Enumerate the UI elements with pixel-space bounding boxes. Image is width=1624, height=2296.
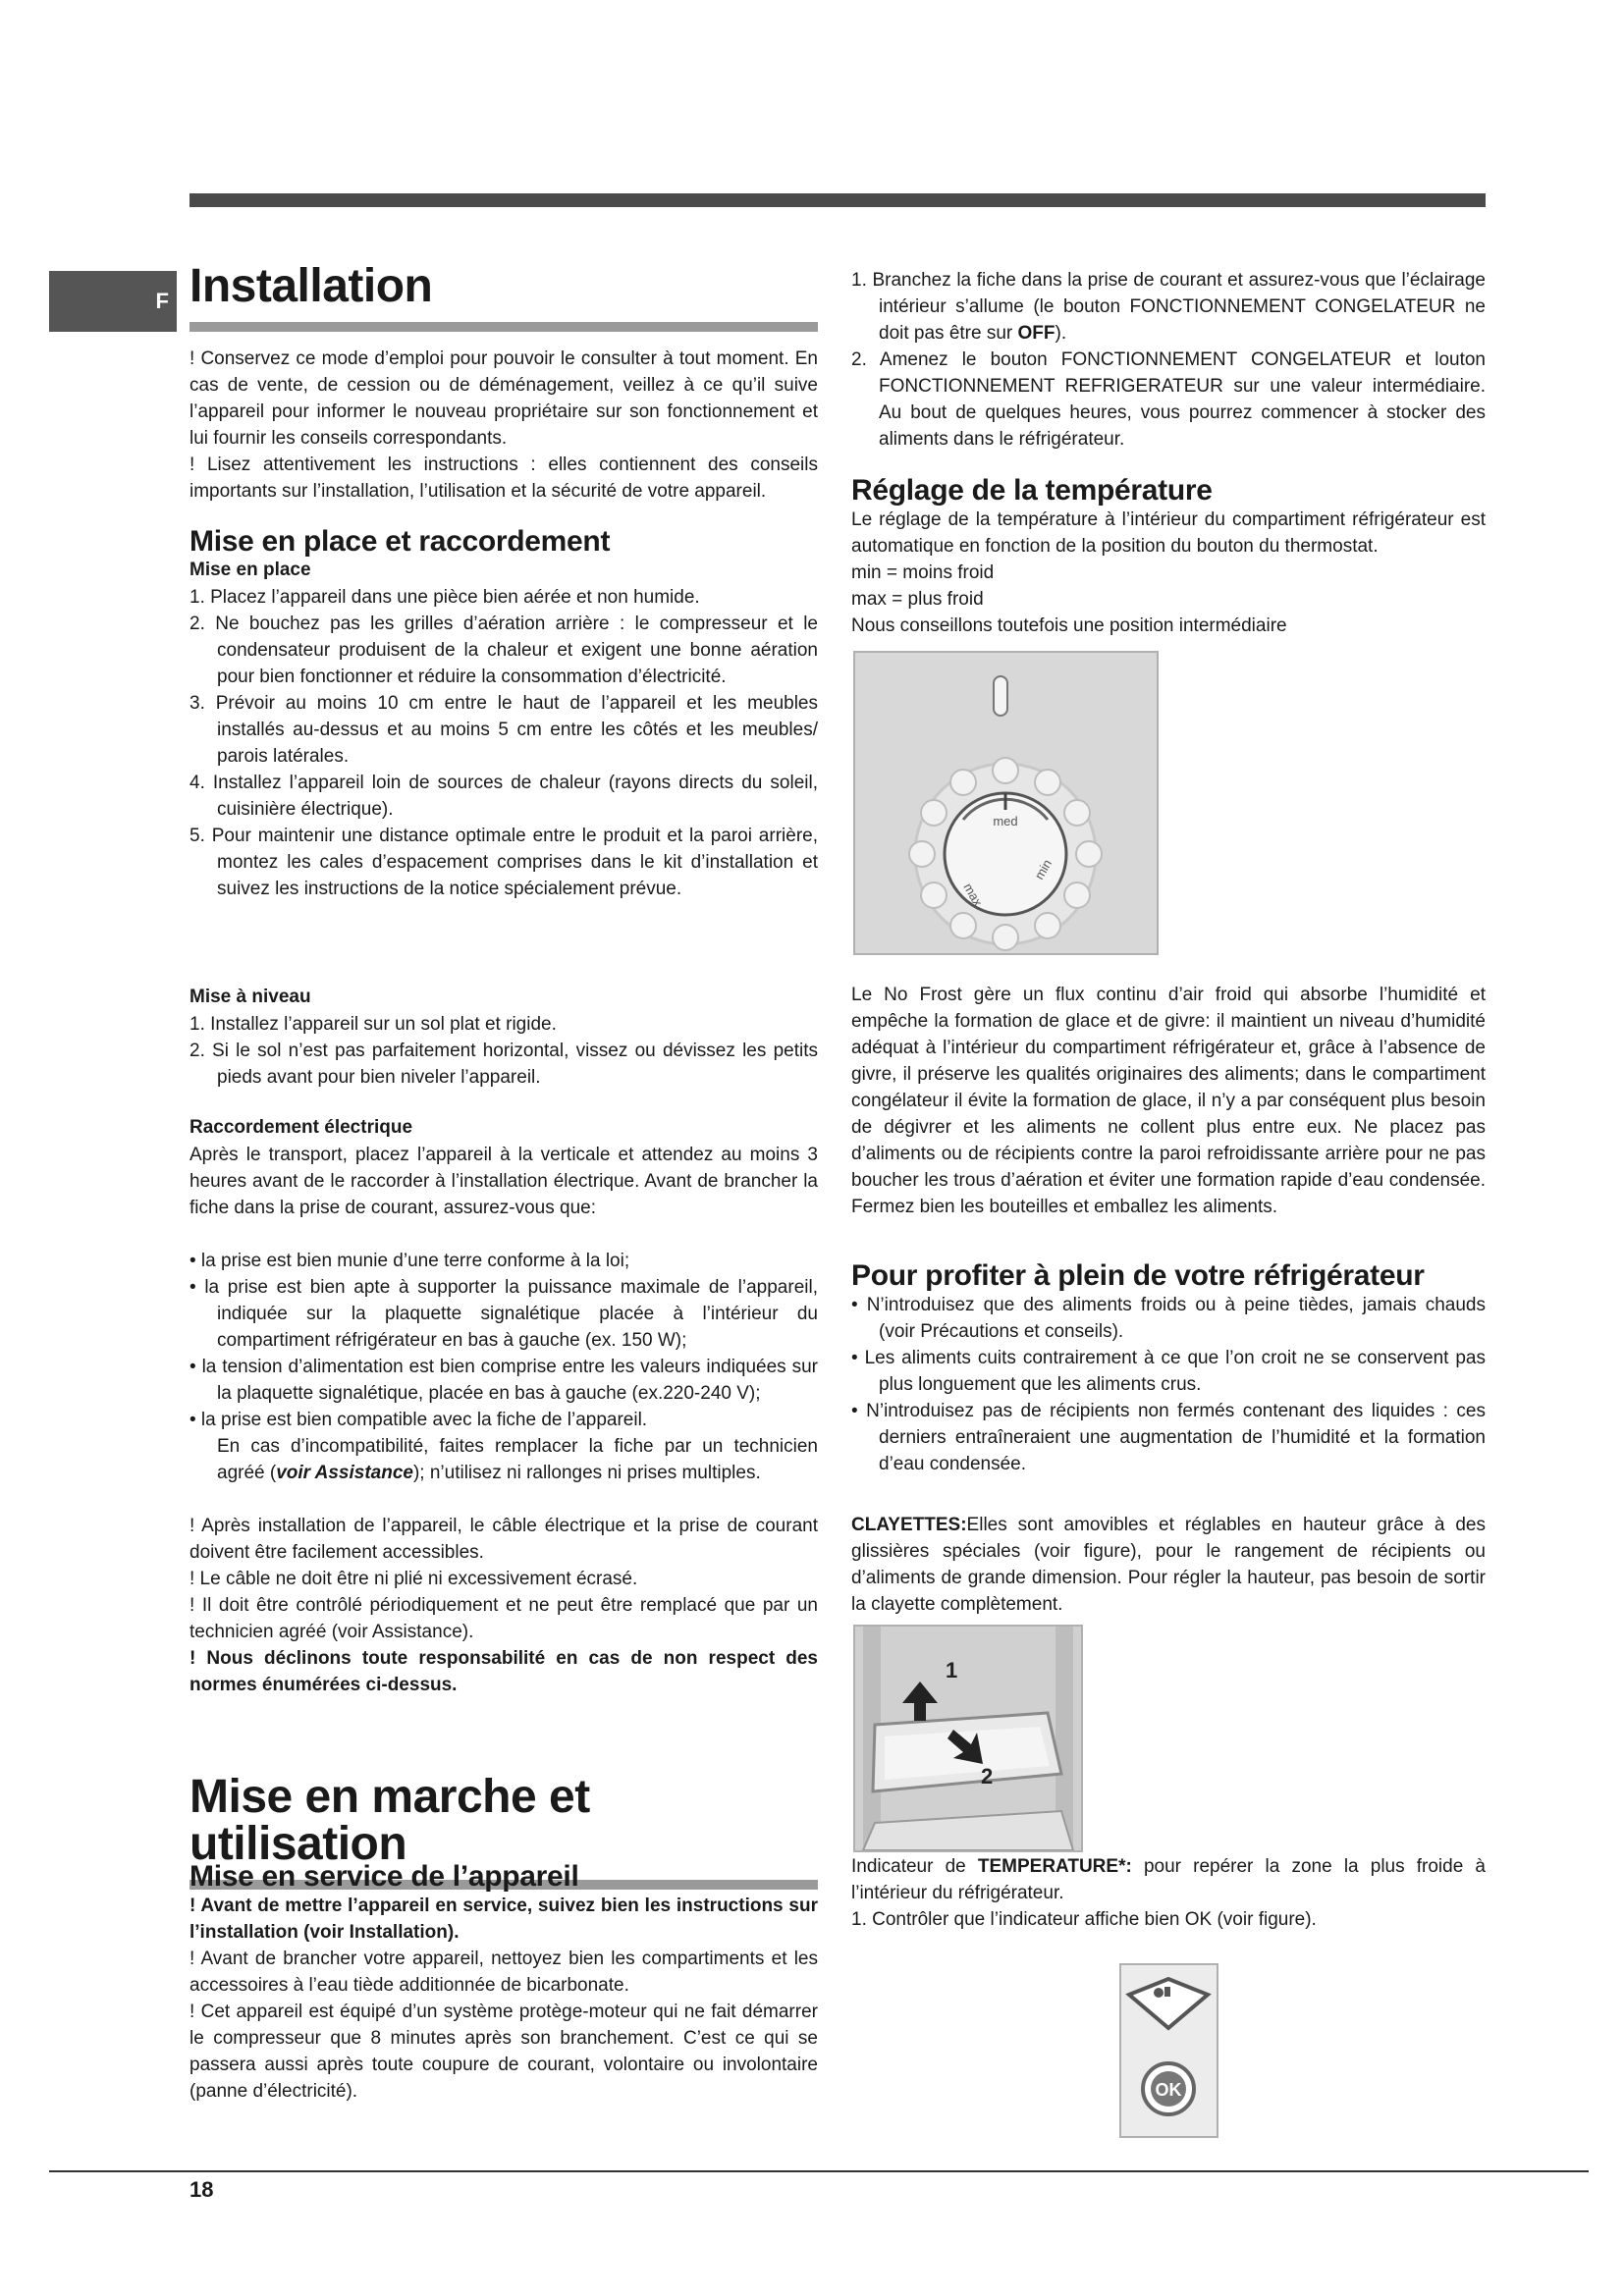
mise-a-niveau-section: [189, 985, 818, 1091]
placement-title: Mise en place et raccordement: [189, 525, 611, 558]
warning-paragraph: ! Il doit être contrôlé périodiquement et ne peut être remplacé que par un technicien agréé (voir Assistance).: [189, 1594, 818, 1642]
indicator-post: pour repérer la zone la plus froide à l’intérieur du réfrigérateur.: [851, 1856, 1486, 1903]
list-item: 2. Ne bouchez pas les grilles d’aération arrière : le compresseur et le condensateur produisent de la chaleur et exigent une bonne aération pour bien fonctionner et réduire la consommation d’électricité.: [189, 613, 818, 687]
steps-list: [851, 267, 1486, 453]
temp-line: Le réglage de la température à l’intérieur du compartiment réfrigérateur est automatique en fonction de la position du bouton du thermostat.: [851, 509, 1486, 557]
service-section: [189, 1860, 818, 2105]
clayettes-section: [851, 1512, 1486, 1618]
profit-bullets: [851, 1292, 1486, 1477]
list-item: • la prise est bien munie d’une terre conforme à la loi;: [189, 1250, 630, 1271]
list-item: 2. Si le sol n’est pas parfaitement horizontal, vissez ou dévissez les petits pieds avant pour bien niveler l’appareil.: [189, 1040, 818, 1088]
title-underline: [189, 322, 818, 332]
step1-text: 1. Branchez la fiche dans la prise de courant et assurez-vous que l’éclairage intérieur s’allume (le bouton FONCTIONNEMENT CONGELATEUR ne doit pas être sur: [851, 270, 1486, 344]
list-item: • la prise est bien compatible avec la fiche de l’appareil.: [189, 1409, 648, 1430]
intro-paragraph: ! Lisez attentivement les instructions : elles contiennent des conseils importants sur l’installation, l’utilisation et la sécurité de votre appareil.: [189, 454, 818, 502]
disclaimer: ! Nous déclinons toute responsabilité en cas de non respect des normes énumérées ci-dessus.: [189, 1647, 818, 1695]
list-item: [851, 267, 1486, 347]
service-paragraph: ! Avant de brancher votre appareil, nettoyez bien les compartiments et les accessoires à l’eau tiède additionnée de bicarbonate.: [189, 1949, 818, 1996]
step1-end: ).: [1055, 323, 1067, 344]
indicator-bold: TEMPERATURE*:: [977, 1856, 1132, 1877]
off-label: OFF: [1017, 323, 1056, 344]
mise-en-place-list: [189, 584, 818, 902]
voir-assistance-link[interactable]: voir Assistance: [276, 1462, 413, 1483]
list-item: • N’introduisez que des aliments froids ou à peine tièdes, jamais chauds (voir Précautions et conseils).: [851, 1295, 1486, 1342]
bottom-rule: [49, 2170, 1589, 2172]
raccordement-title: Raccordement électrique: [189, 1117, 413, 1138]
profit-section: [851, 1259, 1486, 1477]
indicator-paragraph: [851, 1853, 1486, 1906]
installation-title: Installation: [189, 260, 433, 312]
raccordement-bullets: [189, 1248, 818, 1433]
clayettes-label: CLAYETTES:: [851, 1515, 967, 1535]
shelf-step-1-label: 1: [946, 1658, 958, 1682]
raccordement-section: [189, 1115, 818, 1698]
list-item: 2. Amenez le bouton FONCTIONNEMENT CONGELATEUR et louton FONCTIONNEMENT REFRIGERATEUR sur une valeur intermédiaire. Au bout de quelques heures, vous pourrez commencer à stocker des aliments dans le réfrigérateur.: [851, 349, 1486, 450]
placement-section: [189, 525, 818, 902]
mise-en-marche-title: Mise en marche et utilisation: [189, 1771, 590, 1870]
indicator-pre: Indicateur de: [851, 1856, 978, 1877]
dial-max-label: max: [960, 881, 986, 909]
temp-line: max = plus froid: [851, 589, 984, 610]
list-item: 3. Prévoir au moins 10 cm entre le haut de l’appareil et les meubles installés au-dessus et au moins 5 cm entre les côtés et les meubles/ parois latérales.: [189, 692, 818, 767]
list-item: • la tension d’alimentation est bien comprise entre les valeurs indiquées sur la plaquette signalétique, placée en bas à gauche (ex.220-240 V);: [189, 1356, 818, 1404]
temp-line: Nous conseillons toutefois une position intermédiaire: [851, 615, 1287, 636]
dial-med-label: med: [993, 814, 1018, 828]
indicator-step: 1. Contrôler que l’indicateur affiche bien OK (voir figure).: [851, 1909, 1317, 1930]
thermostat-dial-figure: [853, 651, 1159, 955]
service-paragraph: ! Cet appareil est équipé d’un système protège-moteur qui ne fait démarrer le compresseur que 8 minutes après son branchement. C’est ce qui se passera aussi après toute coupure de courant, volontaire ou involontaire (panne d’électricité).: [189, 2002, 818, 2102]
list-item: 5. Pour maintenir une distance optimale entre le produit et la paroi arrière, montez les cales d’espacement comprises dans le kit d’installation et suivez les instructions de la notice spécialement prévue.: [189, 825, 818, 899]
warning-paragraph: ! Après installation de l’appareil, le câble électrique et la prise de courant doivent être facilement accessibles.: [189, 1515, 818, 1563]
temperature-indicator-figure: [1119, 1963, 1218, 2138]
shelf-figure: [853, 1625, 1083, 1852]
incompatibility-note: [189, 1433, 818, 1486]
list-item: • Les aliments cuits contrairement à ce que l’on croit ne se conservent pas plus longuement que les aliments crus.: [851, 1348, 1486, 1395]
temperature-section: [851, 474, 1486, 639]
list-item: 4. Installez l’appareil loin de sources de chaleur (rayons directs du soleil, cuisinière électrique).: [189, 772, 818, 820]
clayettes-paragraph: [851, 1512, 1486, 1618]
nofrost-section: [851, 982, 1486, 1220]
indicator-section: [851, 1853, 1486, 1933]
list-item: 1. Placez l’appareil dans une pièce bien aérée et non humide.: [189, 586, 700, 608]
temp-line: min = moins froid: [851, 562, 995, 583]
language-tab: F: [49, 271, 177, 332]
nofrost-paragraph: Le No Frost gère un flux continu d’air froid qui absorbe l’humidité et empêche la formation de glace et de givre: il maintient un niveau d’humidité adéquat à l’intérieur du compartiment réfrigérateur et, grâce à l’absence de givre, il préserve les qualités originaires des aliments; dans le compartiment congélateur il évite la formation de glace, il n’y a par conséquent plus besoin de dégivrer et les aliments ne collent plus entre eux. Ne placez pas d’aliments ou de récipients contre la paroi refroidissante arrière pour ne pas boucher les trous d’aération et éviter une formation rapide d’eau condensée. Fermez bien les bouteilles et emballez les aliments.: [851, 985, 1486, 1217]
service-title: Mise en service de l’appareil: [189, 1860, 579, 1893]
list-item: 1. Installez l’appareil sur un sol plat et rigide.: [189, 1013, 557, 1035]
warnings: [189, 1513, 818, 1698]
profit-title: Pour profiter à plein de votre réfrigérateur: [851, 1259, 1425, 1292]
installation-intro: [189, 346, 818, 505]
shelf-illustration: [855, 1627, 1081, 1850]
mise-a-niveau-list: [189, 1011, 818, 1091]
installation-section: [189, 260, 818, 332]
intro-paragraph: ! Conservez ce mode d’emploi pour pouvoir le consulter à tout moment. En cas de vente, de cession ou de déménagement, veillez à ce qu’il suive l’appareil pour informer le nouveau propriétaire sur son fonctionnement et lui fournir les conseils correspondants.: [189, 348, 818, 449]
dial-min-label: min: [1031, 856, 1056, 882]
page-number: 18: [189, 2177, 214, 2202]
top-rule: [189, 193, 1486, 207]
shelf-step-2-label: 2: [981, 1764, 994, 1789]
service-bold-note: ! Avant de mettre l’appareil en service, suivez bien les instructions sur l’installation (voir Installation).: [189, 1896, 818, 1943]
temperature-title: Réglage de la température: [851, 474, 1213, 507]
startup-steps: [851, 267, 1486, 453]
list-item: • la prise est bien apte à supporter la puissance maximale de l’appareil, indiquée sur la plaquette signalétique placée à l’intérieur du compartiment réfrigérateur en bas à gauche (ex. 150 W);: [189, 1276, 818, 1351]
mise-en-place-title: Mise en place: [189, 560, 311, 580]
thermostat-dial-illustration: [855, 653, 1157, 953]
raccordement-intro: Après le transport, placez l’appareil à la verticale et attendez au moins 3 heures avant de le raccorder à l’installation électrique. Avant de brancher la fiche dans la prise de courant, assurez-vous que:: [189, 1144, 818, 1218]
list-item: • N’introduisez pas de récipients non fermés contenant des liquides : ces derniers entraîneraient une augmentation de l’humidité et la formation d’eau condensée.: [851, 1401, 1486, 1474]
incompat-post: ); n’utilisez ni rallonges ni prises multiples.: [412, 1462, 761, 1483]
incompat-pre: En cas d’incompatibilité, faites remplacer la fiche par un technicien agréé (: [217, 1435, 818, 1483]
indicator-illustration: [1121, 1965, 1217, 2136]
mise-a-niveau-title: Mise à niveau: [189, 987, 311, 1007]
warning-paragraph: ! Le câble ne doit être ni plié ni excessivement écrasé.: [189, 1568, 638, 1589]
ok-label: OK: [1155, 2080, 1182, 2100]
clayettes-text: Elles sont amovibles et réglables en hauteur grâce à des glissières spéciales (voir figure), pour le rangement de récipients ou d’aliments de grande dimension. Pour régler la hauteur, pas besoin de sortir la clayette complètement.: [851, 1515, 1486, 1615]
